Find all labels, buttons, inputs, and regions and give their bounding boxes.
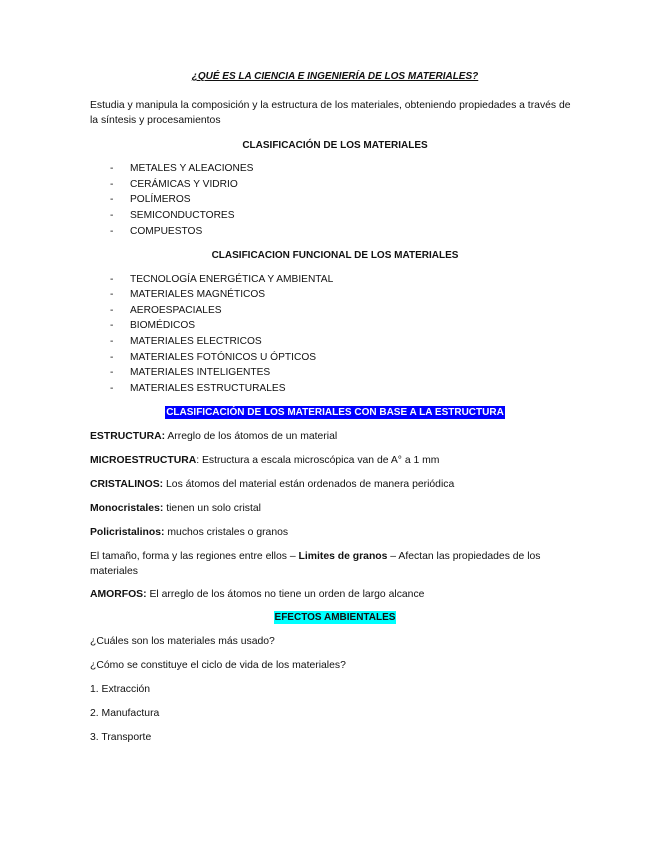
step-item: 3. Transporte	[90, 731, 152, 743]
section-heading-funcional: CLASIFICACION FUNCIONAL DE LOS MATERIALES	[211, 250, 459, 262]
list-item-label: METALES Y ALEACIONES	[130, 163, 254, 175]
dash-bullet: -	[110, 194, 114, 206]
list-item	[90, 318, 580, 334]
definition-text: El tamaño, forma y las regiones entre ellos –	[90, 550, 299, 562]
list-item	[90, 334, 580, 350]
definition-monocristales	[90, 501, 580, 517]
list-item-label: AEROESPACIALES	[130, 304, 222, 316]
question-2: ¿Cómo se constituye el ciclo de vida de los materiales?	[90, 659, 346, 671]
dash-bullet: -	[110, 304, 114, 316]
definition-cristalinos	[90, 477, 580, 493]
dash-bullet: -	[110, 289, 114, 301]
step-item: 2. Manufactura	[90, 707, 160, 719]
highlighted-heading-text: EFECTOS AMBIENTALES	[274, 612, 396, 624]
list-item	[90, 381, 580, 397]
list-item-label: COMPUESTOS	[130, 225, 203, 237]
list-item-label: MATERIALES INTELIGENTES	[130, 367, 271, 379]
definition-microestructura	[90, 453, 580, 469]
dash-bullet: -	[110, 273, 114, 285]
list-item-label: SEMICONDUCTORES	[130, 209, 235, 221]
materials-classification-list	[90, 161, 580, 239]
document-title: ¿QUÉ ES LA CIENCIA E INGENIERÍA DE LOS MATERIALES?	[191, 71, 479, 82]
section-heading-efectos-ambientales	[90, 611, 580, 626]
definition-term: ESTRUCTURA:	[90, 430, 166, 442]
dash-bullet: -	[110, 351, 114, 363]
step-item: 1. Extracción	[90, 683, 151, 695]
definition-term: Limites de granos	[298, 550, 388, 562]
list-item-label: MATERIALES ESTRUCTURALES	[130, 382, 286, 394]
definition-text: tienen un solo cristal	[163, 502, 261, 514]
definition-term: AMORFOS:	[90, 589, 147, 601]
definition-term: Policristalinos:	[90, 526, 165, 538]
definition-text: El arreglo de los átomos no tiene un orden de largo alcance	[146, 589, 425, 601]
dash-bullet: -	[110, 320, 114, 332]
list-item	[90, 177, 580, 193]
question-1: ¿Cuáles son los materiales más usado?	[90, 635, 275, 647]
dash-bullet: -	[110, 163, 114, 175]
list-item	[90, 161, 580, 177]
list-item	[90, 224, 580, 240]
section-heading-estructura	[90, 406, 580, 421]
list-item	[90, 208, 580, 224]
list-item-label: BIOMÉDICOS	[130, 320, 196, 332]
list-item-label: POLÍMEROS	[130, 194, 191, 206]
section-heading-clasificacion: CLASIFICACIÓN DE LOS MATERIALES	[242, 139, 428, 151]
definition-text: : Estructura a escala microscópica van de A° a 1 mm	[196, 454, 440, 466]
list-item-label: MATERIALES FOTÓNICOS U ÓPTICOS	[130, 351, 317, 363]
dash-bullet: -	[110, 382, 114, 394]
dash-bullet: -	[110, 178, 114, 190]
definition-term: CRISTALINOS:	[90, 478, 164, 490]
list-item-label: MATERIALES MAGNÉTICOS	[130, 289, 266, 301]
list-item	[90, 365, 580, 381]
intro-paragraph: Estudia y manipula la composición y la estructura de los materiales, obteniendo propiedades a través de la síntesis y procesamientos	[90, 99, 571, 126]
dash-bullet: -	[110, 209, 114, 221]
list-item	[90, 350, 580, 366]
highlighted-heading-text: CLASIFICACIÓN DE LOS MATERIALES CON BASE A LA ESTRUCTURA	[166, 407, 504, 419]
definition-text: muchos cristales o granos	[164, 526, 289, 538]
dash-bullet: -	[110, 367, 114, 379]
list-item	[90, 287, 580, 303]
definition-text: Los átomos del material están ordenados de manera periódica	[163, 478, 455, 490]
list-item-label: CERÁMICAS Y VIDRIO	[130, 178, 238, 190]
definition-amorfos	[90, 587, 580, 603]
list-item	[90, 192, 580, 208]
definition-text: Arreglo de los átomos de un material	[165, 430, 338, 442]
list-item-label: TECNOLOGÍA ENERGÉTICA Y AMBIENTAL	[130, 273, 334, 285]
definition-term: Monocristales:	[90, 502, 164, 514]
definition-estructura	[90, 429, 580, 445]
list-item	[90, 303, 580, 319]
definition-policristalinos	[90, 525, 580, 541]
dash-bullet: -	[110, 336, 114, 347]
definition-text: – Afectan las propiedades de los materiales	[90, 550, 541, 577]
list-item	[90, 272, 580, 288]
functional-classification-list	[90, 272, 580, 397]
dash-bullet: -	[110, 225, 114, 237]
definition-term: MICROESTRUCTURA	[90, 454, 197, 466]
definition-limites-de-granos	[90, 549, 580, 579]
document-page	[90, 70, 580, 754]
list-item-label: MATERIALES ELECTRICOS	[130, 336, 262, 347]
